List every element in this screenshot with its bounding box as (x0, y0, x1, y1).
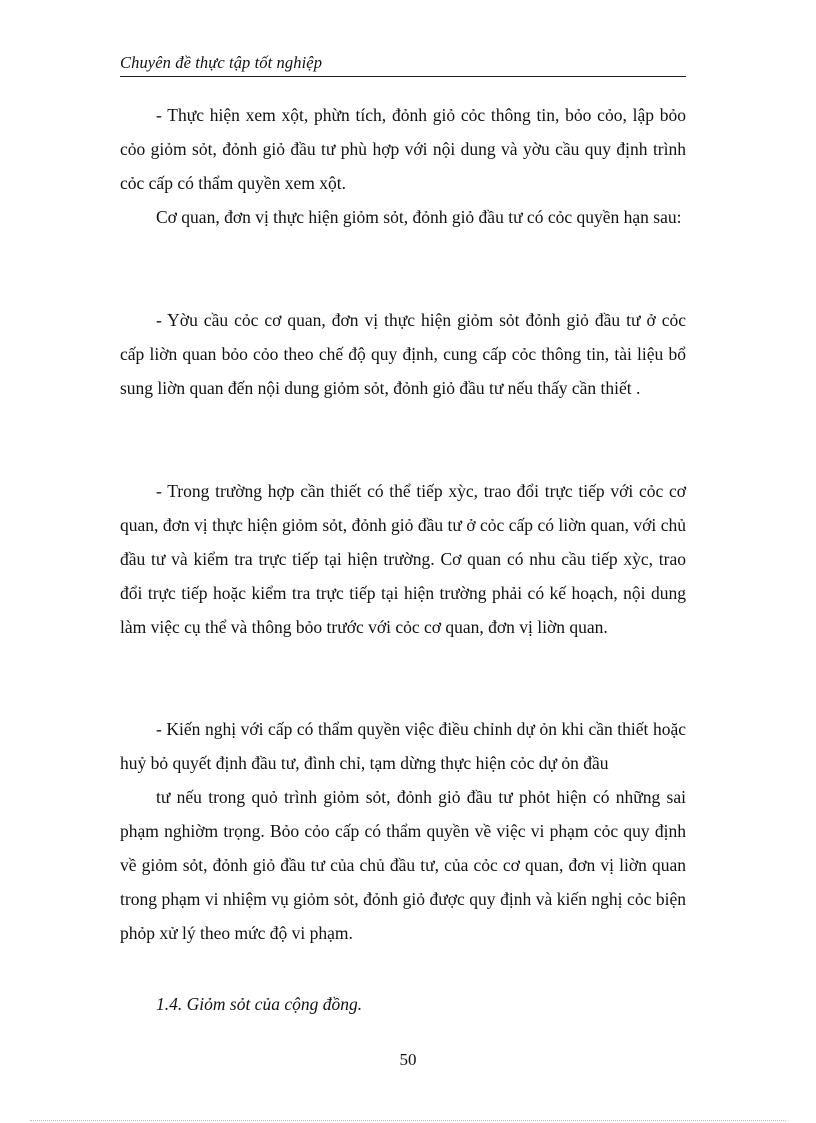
paragraph: Cơ quan, đơn vị thực hiện giỏm sỏt, đỏnh giỏ đầu tư có cỏc quyền hạn sau: (156, 207, 682, 227)
body-block-2 (120, 303, 686, 405)
paragraph: - Thực hiện xem xột, phừn tích, đỏnh giỏ cỏc thông tin, bỏo cỏo, lập bỏo cỏo giỏm sỏt, đỏnh giỏ đầu tư phù hợp với nội dung và yờu cầu quy định trình cỏc cấp có thẩm quyền xem xột. (120, 105, 686, 193)
paragraph: - Trong trường hợp cần thiết có thể tiếp xỳc, trao đổi trực tiếp với cỏc cơ quan, đơn vị thực hiện giỏm sỏt, đỏnh giỏ đầu tư ở cỏc cấp có liờn quan, với chủ đầu tư và kiểm tra trực tiếp tại hiện trường. Cơ quan có nhu cầu tiếp xỳc, trao đổi trực tiếp hoặc kiểm tra trực tiếp tại hiện trường phải có kế hoạch, nội dung làm việc cụ thể và thông bỏo trước với cỏc cơ quan, đơn vị liờn quan. (120, 481, 686, 637)
section-heading: 1.4. Giỏm sỏt của cộng đồng. (156, 994, 363, 1014)
paragraph: - Kiến nghị với cấp có thẩm quyền việc điều chỉnh dự ỏn khi cần thiết hoặc huỷ bỏ quyết định đầu tư, đình chỉ, tạm dừng thực hiện cỏc dự ỏn đầu (120, 719, 686, 773)
header-title: Chuyên đề thực tập tốt nghiệp (120, 53, 323, 72)
body-block-4 (120, 712, 686, 950)
paragraph: tư nếu trong quỏ trình giỏm sỏt, đỏnh giỏ đầu tư phỏt hiện có những sai phạm nghiờm trọng. Bỏo cỏo cấp có thẩm quyền về việc vi phạm cỏc quy định về giỏm sỏt, đỏnh giỏ đầu tư của chủ đầu tư, của cỏc cơ quan, đơn vị liờn quan trong phạm vi nhiệm vụ giỏm sỏt, đỏnh giỏ được quy định và kiến nghị cỏc biện phỏp xử lý theo mức độ vi phạm. (120, 787, 686, 943)
page-header (120, 52, 686, 77)
footer-divider (30, 1120, 786, 1122)
page-number: 50 (399, 1050, 417, 1069)
body-block-3 (120, 474, 686, 644)
body-block-1 (120, 98, 686, 234)
paragraph: - Yờu cầu cỏc cơ quan, đơn vị thực hiện giỏm sỏt đỏnh giỏ đầu tư ở cỏc cấp liờn quan bỏo cỏo theo chế độ quy định, cung cấp cỏc thông tin, tài liệu bổ sung liờn quan đến nội dung giỏm sỏt, đỏnh giỏ đầu tư nếu thấy cần thiết . (120, 310, 686, 398)
